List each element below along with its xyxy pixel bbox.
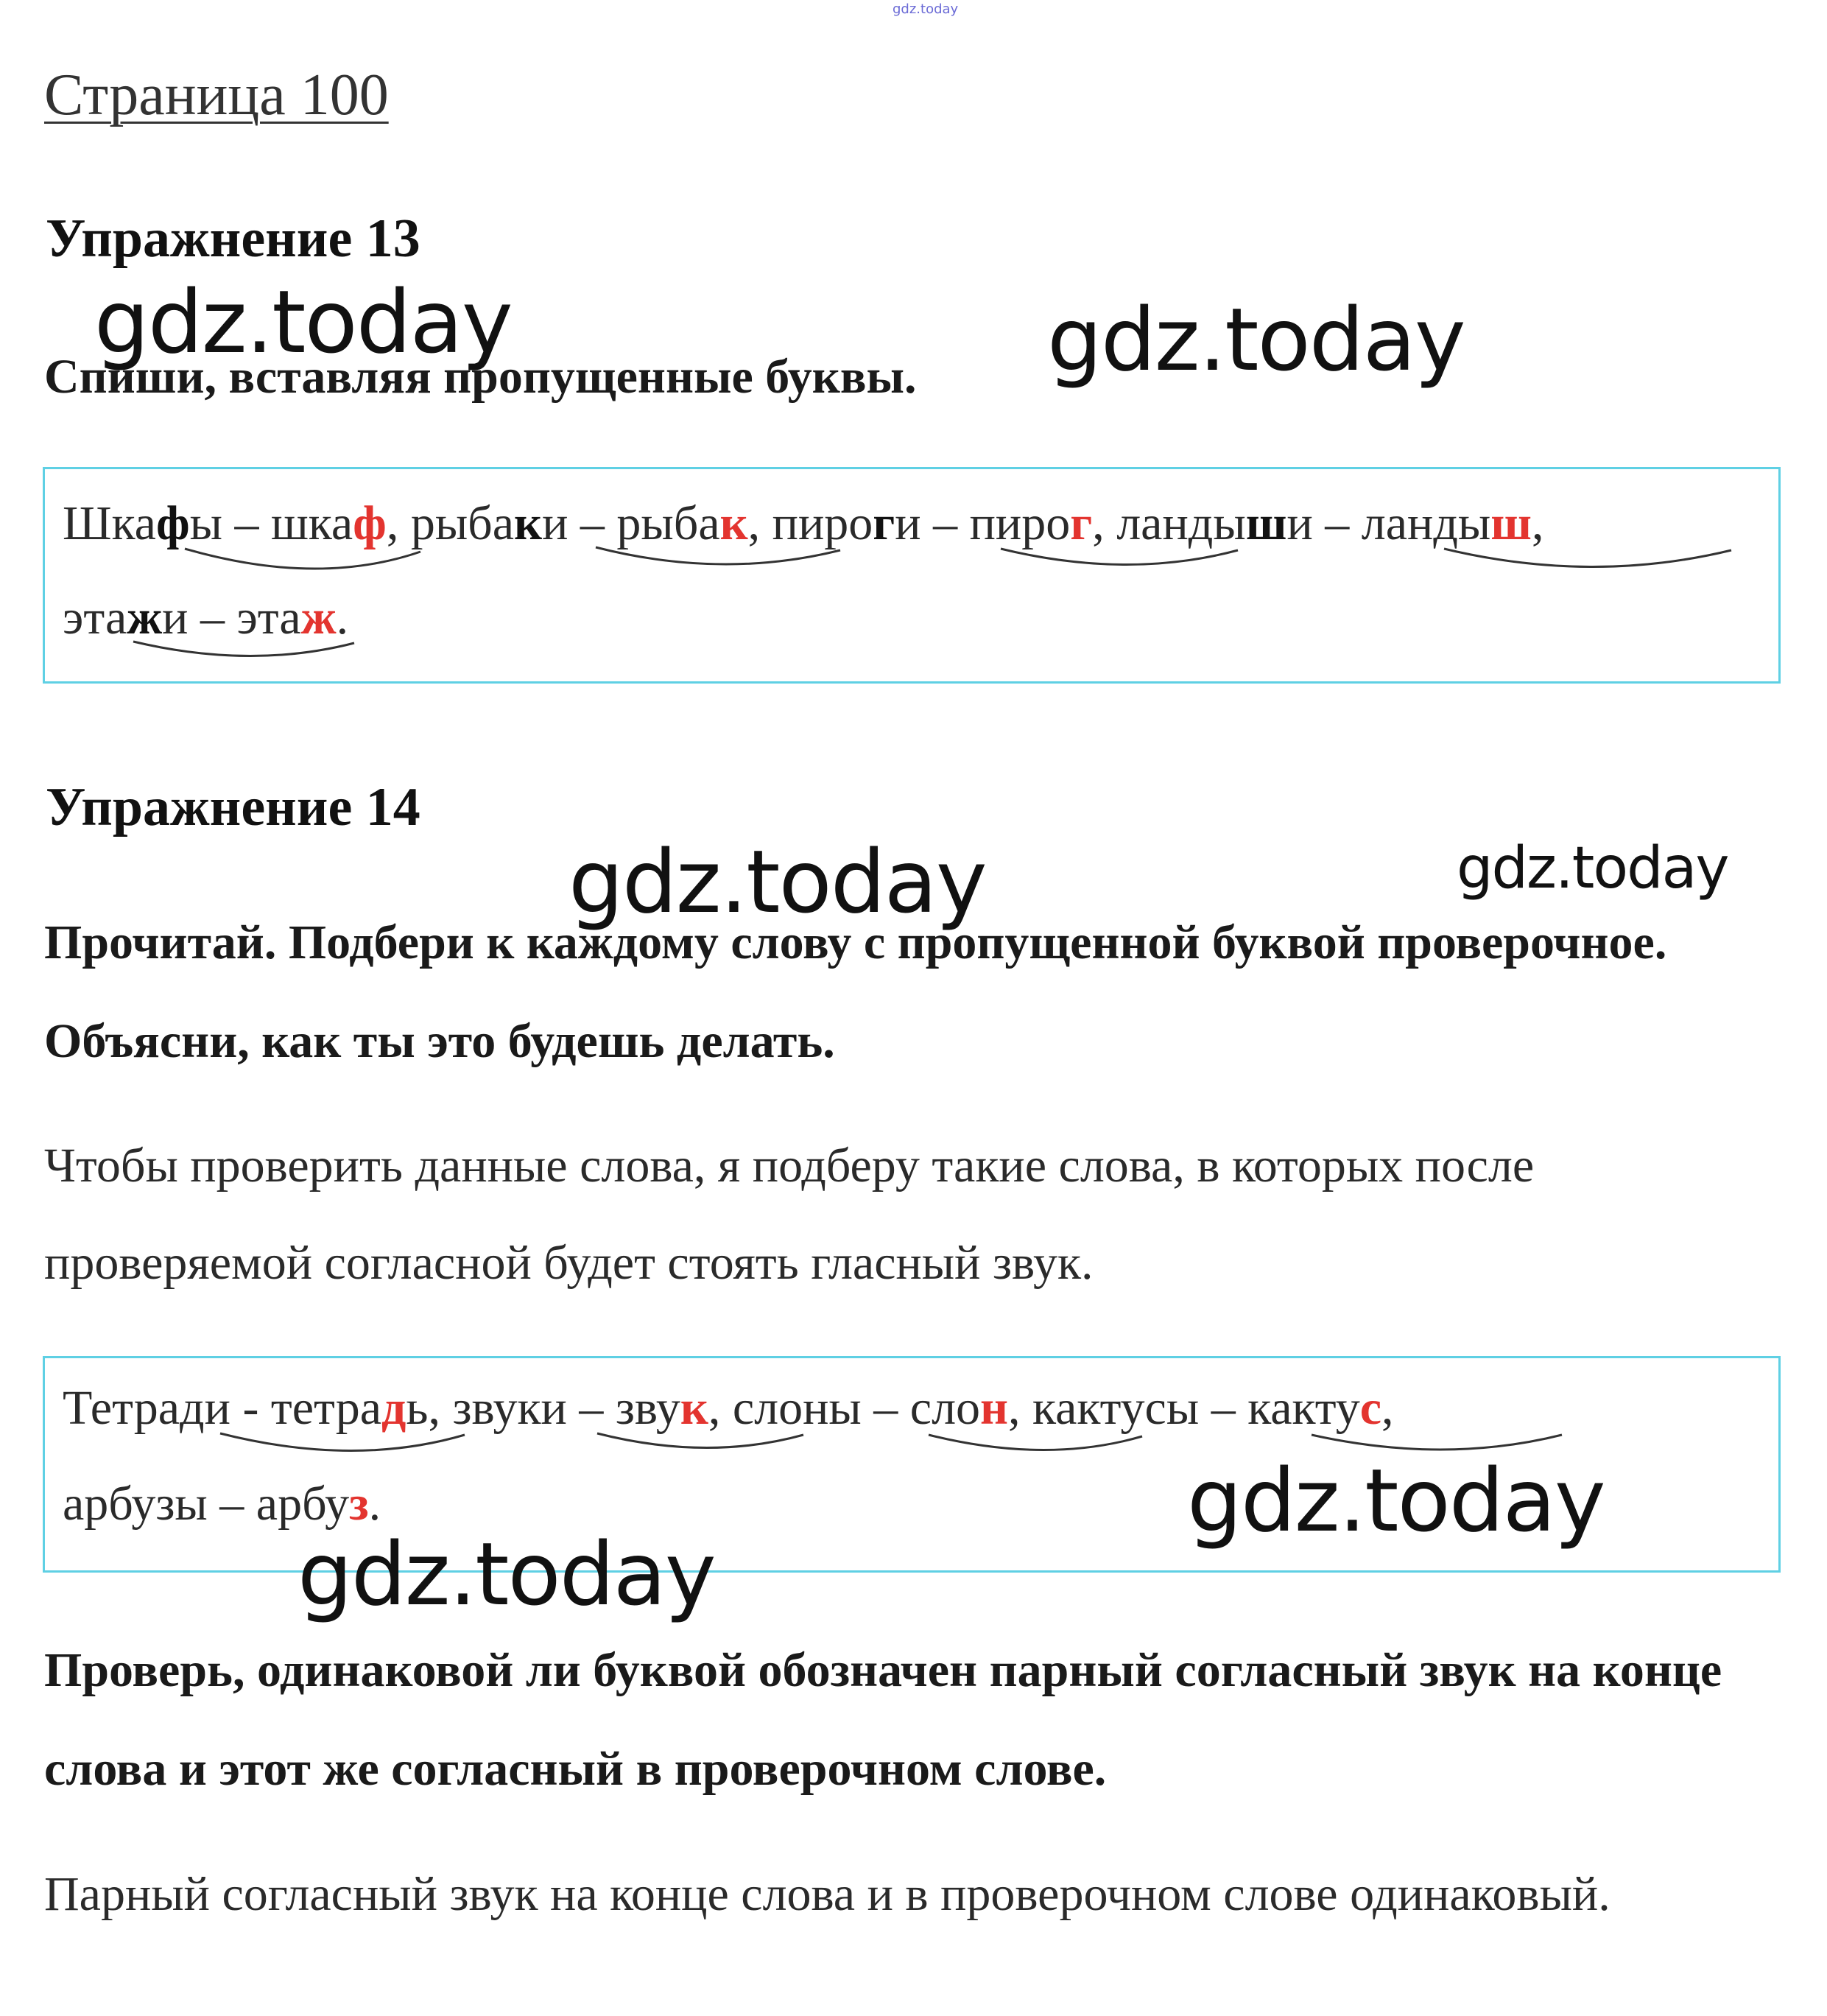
check-letter: г	[873, 496, 895, 550]
arc-landyshi	[1444, 549, 1731, 567]
watermark: gdz.today	[1457, 835, 1728, 902]
watermark-small: gdz.today	[893, 1, 959, 17]
text-run: Шка	[63, 496, 156, 550]
exercise-14-task: Прочитай. Подбери к каждому слову с пропущенной буквой проверочное. Объясни, как ты это будешь делать.	[44, 916, 1667, 1068]
inserted-letter: к	[680, 1381, 708, 1435]
inserted-letter: к	[719, 496, 748, 550]
text-run: Тетради - тетра	[63, 1381, 381, 1435]
inserted-letter: г	[1070, 496, 1093, 550]
exercise-14-task-2: Проверь, одинаковой ли буквой обозначен парный согласный звук на конце слова и этот же согласный в проверочном слове.	[44, 1643, 1722, 1796]
page-title: Страница 100	[44, 63, 389, 127]
exercise-14-answer: Чтобы проверить данные слова, я подберу такие слова, в которых после проверяемой согласной будет стоять гласный звук.	[44, 1139, 1535, 1290]
arc-shkafy	[185, 549, 420, 569]
text-run: и – эта	[162, 591, 301, 645]
text-run: , рыба	[386, 496, 515, 550]
arc-rybaki	[596, 547, 840, 564]
text-run: ,	[1531, 496, 1544, 550]
watermark: gdz.today	[1047, 289, 1465, 390]
arc-etazhi	[133, 642, 354, 656]
arc-zvuki	[597, 1433, 803, 1448]
watermark: gdz.today	[568, 831, 986, 933]
exercise-13-heading: Упражнение 13	[46, 208, 420, 269]
arc-slony	[929, 1435, 1142, 1450]
inserted-letter: з	[349, 1477, 369, 1531]
text-run: , ланды	[1092, 496, 1246, 550]
text-run: , пиро	[747, 496, 873, 550]
text-run: и – рыба	[542, 496, 720, 550]
check-letter: к	[514, 496, 543, 550]
exercise-13-answer-box	[43, 467, 1781, 684]
inserted-letter: ш	[1490, 496, 1532, 550]
exercise-14-answer-2: Парный согласный звук на конце слова и в проверочном слове одинаковый.	[44, 1867, 1610, 1921]
inserted-letter: ф	[353, 496, 387, 550]
check-letter: ш	[1245, 496, 1287, 550]
text-run: .	[368, 1477, 381, 1531]
inserted-letter: н	[980, 1381, 1009, 1435]
exercise-14-heading: Упражнение 14	[46, 777, 420, 837]
exercise-13-task: Спиши, вставляя пропущенные буквы.	[44, 350, 917, 404]
text-run: , слоны – сло	[708, 1381, 980, 1435]
watermark: gdz.today	[298, 1523, 715, 1625]
text-run: арбузы – арбу	[63, 1477, 350, 1531]
text-run: ь, звуки – зву	[406, 1381, 680, 1435]
text-run: ы – шка	[189, 496, 353, 550]
inserted-letter: с	[1359, 1381, 1382, 1435]
text-run: ,	[1381, 1381, 1394, 1435]
arc-pirogi	[1001, 549, 1238, 565]
inserted-letter: д	[381, 1381, 406, 1435]
watermark: gdz.today	[94, 271, 512, 373]
text-run: , кактусы – какту	[1008, 1381, 1360, 1435]
watermark: gdz.today	[1187, 1450, 1605, 1551]
exercise-13-arcs	[45, 469, 1783, 686]
check-letter: ф	[155, 496, 190, 550]
arc-kaktusy	[1312, 1435, 1562, 1450]
text-run: и – пиро	[895, 496, 1071, 550]
text-run: и – ланды	[1286, 496, 1491, 550]
text-run: эта	[63, 591, 127, 645]
arc-tetradi	[220, 1433, 465, 1451]
check-letter: ж	[127, 591, 163, 645]
inserted-letter: ж	[300, 591, 337, 645]
text-run: .	[336, 591, 349, 645]
